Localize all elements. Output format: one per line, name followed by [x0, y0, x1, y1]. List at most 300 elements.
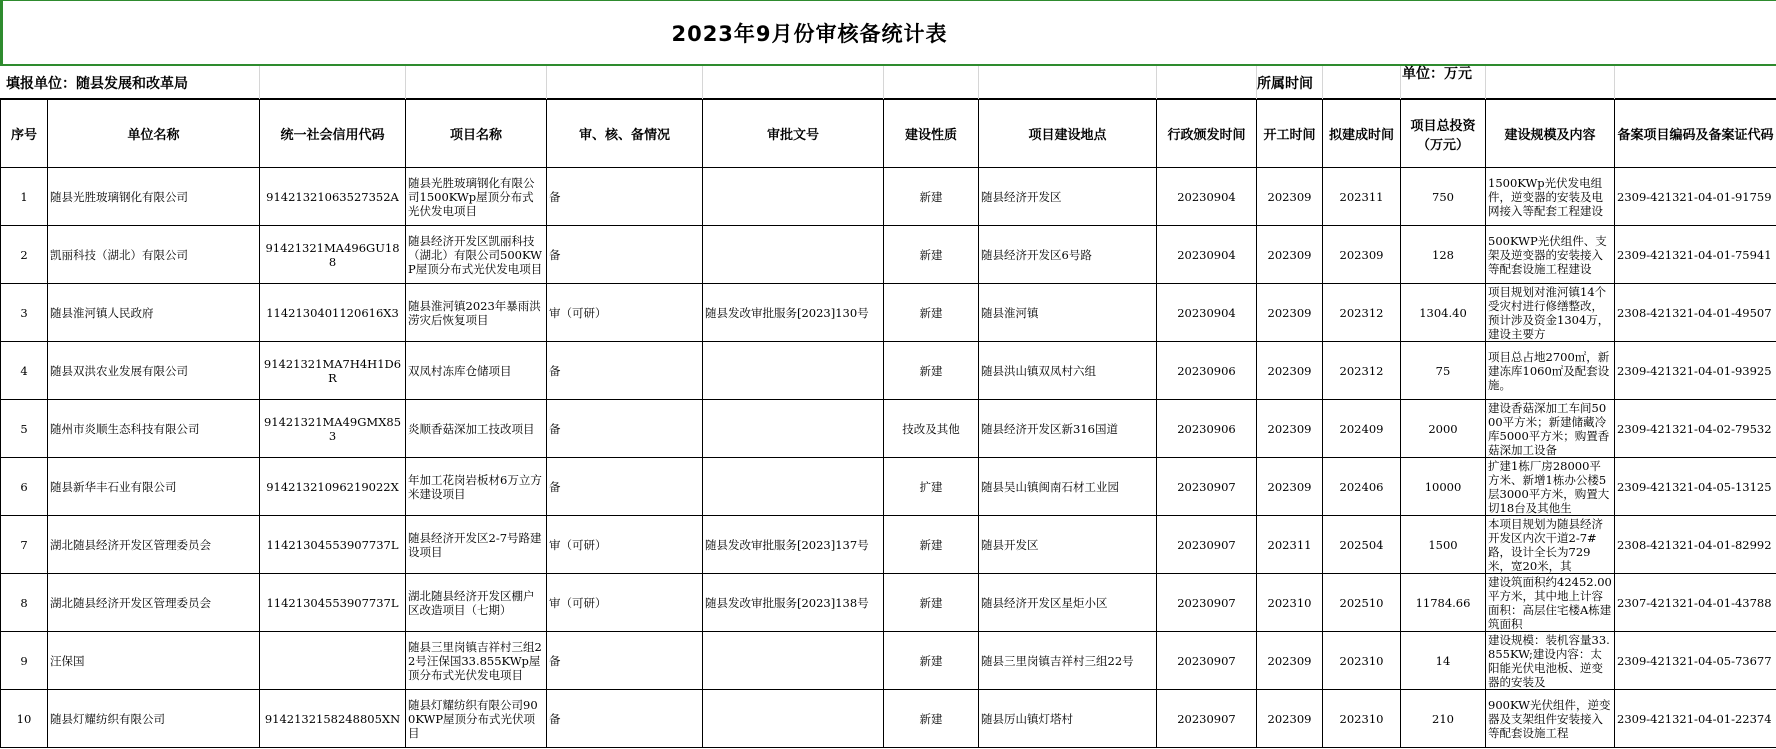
column-header-approval-doc[interactable]: 审批文号 [703, 100, 884, 168]
cell-text: 20230904 [1177, 305, 1236, 320]
cell-text: 202409 [1339, 421, 1384, 436]
cell-unit-name[interactable] [48, 342, 260, 400]
table-row[interactable] [1, 458, 1776, 516]
cell-text: 2309-421321-04-01-91759 [1617, 189, 1772, 204]
cell-text: 随县发改审批服务[2023]130号 [705, 305, 869, 320]
cell-text: 随县双洪农业发展有限公司 [50, 363, 188, 378]
cell-total-investment[interactable] [1401, 226, 1486, 284]
table-row[interactable] [1, 690, 1776, 748]
cell-text: 20230906 [1177, 363, 1236, 378]
cell-approval-doc[interactable] [703, 458, 884, 516]
cell-finish-date[interactable] [1323, 458, 1401, 516]
cell-text: 随县经济开发区星炬小区 [981, 595, 1108, 610]
cell-text: 11421304553907737L [266, 595, 399, 610]
cell-build-nature[interactable] [884, 690, 979, 748]
cell-build-nature[interactable] [884, 342, 979, 400]
cell-text: 202309 [1267, 479, 1312, 494]
cell-text: 75 [1435, 363, 1451, 378]
cell-credit-code[interactable] [260, 342, 406, 400]
cell-text: 新建 [919, 189, 943, 204]
table-row[interactable] [1, 516, 1776, 574]
cell-text: 2309-421321-04-01-22374 [1617, 711, 1772, 726]
cell-text: 5 [20, 421, 28, 436]
cell-total-investment[interactable] [1401, 458, 1486, 516]
cell-issue-date[interactable] [1157, 632, 1257, 690]
column-header-seq[interactable]: 序号 [1, 100, 48, 168]
cell-issue-date[interactable] [1157, 516, 1257, 574]
cell-text: 202309 [1267, 189, 1312, 204]
cell-text: 202309 [1339, 247, 1384, 262]
cell-text: 202309 [1267, 305, 1312, 320]
cell-project-name[interactable] [406, 400, 547, 458]
cell-issue-date[interactable] [1157, 400, 1257, 458]
column-header-build-nature[interactable]: 建设性质 [884, 100, 979, 168]
cell-location[interactable] [979, 342, 1157, 400]
cell-credit-code[interactable] [260, 226, 406, 284]
cell-text: 7 [20, 537, 28, 552]
cell-total-investment[interactable] [1401, 516, 1486, 574]
cell-seq[interactable] [1, 632, 48, 690]
cell-text: 备 [549, 363, 561, 378]
sheet-title-text: 2023年9月份审核备统计表 [671, 21, 948, 46]
cell-total-investment[interactable] [1401, 574, 1486, 632]
cell-text: 本项目规划为随县经济开发区内次干道2-7#路，设计全长为729米，宽20米，其 [1488, 516, 1603, 573]
cell-issue-date[interactable] [1157, 284, 1257, 342]
cell-text: 20230907 [1177, 537, 1236, 552]
cell-issue-date[interactable] [1157, 342, 1257, 400]
cell-text: 随县吴山镇闽南石材工业园 [981, 479, 1119, 494]
cell-approval-doc[interactable] [703, 226, 884, 284]
cell-build-nature[interactable] [884, 574, 979, 632]
cell-credit-code[interactable] [260, 458, 406, 516]
cell-approval-doc[interactable] [703, 516, 884, 574]
cell-text: 91421321096219022X [266, 479, 399, 494]
cell-unit-name[interactable] [48, 574, 260, 632]
cell-text: 2309-421321-04-05-73677 [1617, 653, 1772, 668]
cell-approval-type[interactable] [547, 690, 703, 748]
cell-unit-name[interactable] [48, 400, 260, 458]
cell-approval-type[interactable] [547, 458, 703, 516]
cell-record-code[interactable] [1615, 226, 1776, 284]
cell-text: 4 [20, 363, 28, 378]
cell-unit-name[interactable] [48, 168, 260, 226]
cell-project-name[interactable] [406, 574, 547, 632]
cell-text: 随县经济开发区6号路 [981, 247, 1092, 262]
cell-start-date[interactable] [1257, 168, 1323, 226]
cell-approval-type[interactable] [547, 632, 703, 690]
cell-approval-type[interactable] [547, 168, 703, 226]
column-header-location[interactable]: 项目建设地点 [979, 100, 1157, 168]
cell-text: 2309-421321-04-01-75941 [1617, 247, 1772, 262]
table-row[interactable] [1, 342, 1776, 400]
cell-approval-doc[interactable] [703, 342, 884, 400]
cell-scale-content[interactable] [1486, 574, 1615, 632]
cell-unit-name[interactable] [48, 690, 260, 748]
cell-approval-type[interactable] [547, 226, 703, 284]
cell-text: 8 [20, 595, 28, 610]
cell-text: 审（可研） [549, 305, 607, 320]
cell-record-code[interactable] [1615, 632, 1776, 690]
cell-project-name[interactable] [406, 690, 547, 748]
cell-issue-date[interactable] [1157, 168, 1257, 226]
cell-record-code[interactable] [1615, 400, 1776, 458]
cell-start-date[interactable] [1257, 574, 1323, 632]
cell-seq[interactable] [1, 284, 48, 342]
cell-build-nature[interactable] [884, 632, 979, 690]
cell-finish-date[interactable] [1323, 574, 1401, 632]
cell-scale-content[interactable] [1486, 458, 1615, 516]
cell-text: 202309 [1267, 421, 1312, 436]
cell-record-code[interactable] [1615, 168, 1776, 226]
cell-text: 湖北随县经济开发区棚户区改造项目（七期） [408, 588, 535, 617]
cell-text: 随县淮河镇人民政府 [50, 305, 154, 320]
cell-text: 随县开发区 [981, 537, 1039, 552]
cell-text: 年加工花岗岩板材6万立方米建设项目 [408, 472, 542, 501]
cell-seq[interactable] [1, 574, 48, 632]
cell-credit-code[interactable] [260, 574, 406, 632]
cell-text: 随县洪山镇双凤村六组 [981, 363, 1096, 378]
cell-text: 9 [20, 653, 28, 668]
cell-text: 2309-421321-04-01-93925 [1617, 363, 1772, 378]
cell-text: 750 [1432, 189, 1454, 204]
cell-record-code[interactable] [1615, 574, 1776, 632]
column-header-unit-name[interactable]: 单位名称 [48, 100, 260, 168]
cell-text: 202309 [1267, 363, 1312, 378]
cell-text: 20230904 [1177, 247, 1236, 262]
cell-text: 2309-421321-04-02-79532 [1617, 421, 1772, 436]
cell-unit-name[interactable] [48, 516, 260, 574]
period-label: 所属时间 [1257, 76, 1313, 92]
cell-credit-code[interactable] [260, 690, 406, 748]
cell-record-code[interactable] [1615, 284, 1776, 342]
cell-text: 1142130401120616X3 [266, 305, 399, 320]
cell-text: 随县灯耀纺织有限公司 [50, 711, 165, 726]
cell-text: 1142130455390773​7L [266, 537, 399, 552]
cell-text: 凯丽科技（湖北）有限公司 [50, 247, 188, 262]
table-row[interactable] [1, 226, 1776, 284]
cell-location[interactable] [979, 284, 1157, 342]
cell-start-date[interactable] [1257, 516, 1323, 574]
cell-location[interactable] [979, 632, 1157, 690]
column-header-approval-type[interactable]: 审、核、备情况 [547, 100, 703, 168]
cell-text: 项目规划对淮河镇14个受灾村进行修缮整改，预计涉及资金1304万，建设主要方 [1488, 284, 1610, 341]
cell-text: 900KW光伏组件，逆变器及支架组件安装接入等配套设施工程 [1488, 697, 1611, 740]
cell-text: 湖北随县经济开发区管理委员会 [50, 537, 211, 552]
table-row[interactable] [1, 168, 1776, 226]
cell-text: 6 [20, 479, 28, 494]
cell-seq[interactable] [1, 690, 48, 748]
cell-text: 新建 [919, 363, 943, 378]
cell-unit-name[interactable] [48, 284, 260, 342]
cell-start-date[interactable] [1257, 458, 1323, 516]
cell-text: 1 [20, 189, 28, 204]
cell-build-nature[interactable] [884, 458, 979, 516]
cell-text: 随县三里岗镇吉祥村三组22号汪保国33.855KWp屋顶分布式光伏发电项目 [408, 639, 542, 682]
stats-table [0, 99, 1776, 748]
column-header-finish-date[interactable]: 拟建成时间 [1323, 100, 1401, 168]
column-header-project-name[interactable]: 项目名称 [406, 100, 547, 168]
unit-label: 单位：万元 [1402, 66, 1472, 82]
cell-start-date[interactable] [1257, 690, 1323, 748]
cell-text: 炎顺香菇深加工技改项目 [408, 421, 535, 436]
cell-build-nature[interactable] [884, 168, 979, 226]
cell-text: 2 [20, 247, 28, 262]
cell-credit-code[interactable] [260, 400, 406, 458]
cell-text: 新建 [919, 711, 943, 726]
cell-text: 202310 [1339, 653, 1384, 668]
cell-start-date[interactable] [1257, 632, 1323, 690]
cell-text: 湖北随县经济开发区管理委员会 [50, 595, 211, 610]
cell-text: 10 [16, 711, 32, 726]
cell-approval-type[interactable] [547, 574, 703, 632]
cell-text: 91421321063527352A [266, 189, 399, 204]
cell-text: 10000 [1424, 479, 1462, 494]
cell-seq[interactable] [1, 168, 48, 226]
cell-approval-type[interactable] [547, 284, 703, 342]
cell-text: 随县经济开发区凯丽科技（湖北）有限公司500KWP屋顶分布式光伏发电项目 [408, 233, 543, 276]
cell-text: 91421321MA496GU188 [265, 240, 400, 269]
cell-scale-content[interactable] [1486, 632, 1615, 690]
cell-approval-doc[interactable] [703, 284, 884, 342]
cell-scale-content[interactable] [1486, 226, 1615, 284]
cell-text: 202309 [1267, 653, 1312, 668]
cell-scale-content[interactable] [1486, 516, 1615, 574]
cell-build-nature[interactable] [884, 226, 979, 284]
cell-text: 随县厉山镇灯塔村 [981, 711, 1073, 726]
cell-text: 11784.66 [1415, 595, 1471, 610]
cell-text: 备 [549, 711, 561, 726]
table-row[interactable] [1, 400, 1776, 458]
column-header-start-date[interactable]: 开工时间 [1257, 100, 1323, 168]
cell-project-name[interactable] [406, 168, 547, 226]
cell-text: 审（可研） [549, 595, 607, 610]
cell-build-nature[interactable] [884, 284, 979, 342]
cell-text: 随州市炎顺生态科技有限公司 [50, 421, 200, 436]
cell-location[interactable] [979, 168, 1157, 226]
table-body [1, 168, 1776, 748]
cell-text: 随县光胜玻璃钢化有限公司 [50, 189, 188, 204]
cell-start-date[interactable] [1257, 284, 1323, 342]
cell-project-name[interactable] [406, 458, 547, 516]
cell-text: 202311 [1267, 537, 1312, 552]
cell-text: 210 [1432, 711, 1454, 726]
cell-text: 建设筑面积约42452.00平方米，其中地上计容面积：高层住宅楼A栋建筑面积 [1488, 574, 1612, 631]
cell-text: 20230904 [1177, 189, 1236, 204]
cell-scale-content[interactable] [1486, 342, 1615, 400]
cell-project-name[interactable] [406, 284, 547, 342]
cell-seq[interactable] [1, 458, 48, 516]
cell-text: 14 [1435, 653, 1451, 668]
cell-text: 1304.40 [1419, 305, 1467, 320]
cell-credit-code[interactable] [260, 168, 406, 226]
cell-text: 202312 [1339, 305, 1384, 320]
cell-seq[interactable] [1, 342, 48, 400]
column-header-credit-code[interactable]: 统一社会信用代码 [260, 100, 406, 168]
cell-text: 2308-421321-04-01-49507 [1617, 305, 1772, 320]
cell-text: 扩建1栋厂房28000平方米、新增1栋办公楼5层3000平方米，购置大切18台及其他生 [1488, 458, 1610, 515]
cell-text: 1500KWp光伏发电组件，逆变器的安装及电网接入等配套工程建设 [1488, 175, 1603, 218]
cell-text: 汪保国 [50, 653, 85, 668]
cell-text: 202310 [1339, 711, 1384, 726]
cell-text: 扩建 [919, 479, 943, 494]
cell-project-name[interactable] [406, 342, 547, 400]
cell-text: 备 [549, 653, 561, 668]
cell-text: 20230907 [1177, 653, 1236, 668]
cell-record-code[interactable] [1615, 690, 1776, 748]
cell-finish-date[interactable] [1323, 284, 1401, 342]
cell-text: 1500 [1428, 537, 1458, 552]
cell-location[interactable] [979, 690, 1157, 748]
cell-text: 随县经济开发区2-7号路建设项目 [408, 530, 542, 559]
cell-text: 202310 [1267, 595, 1312, 610]
cell-text: 技改及其他 [902, 421, 960, 436]
cell-total-investment[interactable] [1401, 342, 1486, 400]
column-header-record-code[interactable]: 备案项目编码及备案证代码 [1615, 100, 1776, 168]
table-row[interactable] [1, 574, 1776, 632]
cell-total-investment[interactable] [1401, 168, 1486, 226]
cell-start-date[interactable] [1257, 342, 1323, 400]
cell-text: 备 [549, 247, 561, 262]
cell-scale-content[interactable] [1486, 168, 1615, 226]
cell-project-name[interactable] [406, 516, 547, 574]
cell-text: 20230907 [1177, 711, 1236, 726]
cell-text: 随县经济开发区 [981, 189, 1062, 204]
cell-text: 500KWP光伏组件、支架及逆变器的安装接入等配套设施工程建设 [1488, 233, 1607, 276]
cell-approval-doc[interactable] [703, 632, 884, 690]
cell-total-investment[interactable] [1401, 400, 1486, 458]
cell-credit-code[interactable] [260, 284, 406, 342]
cell-text: 202504 [1339, 537, 1384, 552]
cell-record-code[interactable] [1615, 342, 1776, 400]
cell-approval-type[interactable] [547, 342, 703, 400]
meta-row [0, 66, 1776, 99]
cell-text: 随县淮河镇2023年暴雨洪涝灾后恢复项目 [408, 298, 541, 327]
cell-issue-date[interactable] [1157, 574, 1257, 632]
cell-approval-type[interactable] [547, 516, 703, 574]
cell-text: 随县发改审批服务[2023]138号 [705, 595, 869, 610]
cell-build-nature[interactable] [884, 400, 979, 458]
cell-project-name[interactable] [406, 632, 547, 690]
cell-credit-code[interactable] [260, 632, 406, 690]
cell-approval-type[interactable] [547, 400, 703, 458]
cell-credit-code[interactable] [260, 516, 406, 574]
cell-text: 20230907 [1177, 479, 1236, 494]
cell-record-code[interactable] [1615, 516, 1776, 574]
cell-text: 202309 [1267, 711, 1312, 726]
cell-text: 随县三里岗镇吉祥村三组22号 [981, 653, 1134, 668]
cell-start-date[interactable] [1257, 226, 1323, 284]
cell-text: 91421321MA7H4H1D6R [263, 356, 402, 385]
cell-scale-content[interactable] [1486, 690, 1615, 748]
cell-finish-date[interactable] [1323, 342, 1401, 400]
cell-text: 2307-421321-04-01-43788 [1617, 595, 1772, 610]
cell-seq[interactable] [1, 516, 48, 574]
cell-issue-date[interactable] [1157, 226, 1257, 284]
cell-total-investment[interactable] [1401, 690, 1486, 748]
column-header-total-investment[interactable]: 项目总投资（万元） [1401, 100, 1486, 168]
cell-text: 新建 [919, 595, 943, 610]
cell-total-investment[interactable] [1401, 632, 1486, 690]
cell-start-date[interactable] [1257, 400, 1323, 458]
cell-location[interactable] [979, 574, 1157, 632]
cell-text: 双凤村冻库仓储项目 [408, 363, 512, 378]
cell-approval-doc[interactable] [703, 168, 884, 226]
cell-text: 202406 [1339, 479, 1384, 494]
cell-finish-date[interactable] [1323, 632, 1401, 690]
cell-text: 备 [549, 189, 561, 204]
cell-unit-name[interactable] [48, 226, 260, 284]
cell-finish-date[interactable] [1323, 516, 1401, 574]
cell-seq[interactable] [1, 400, 48, 458]
cell-record-code[interactable] [1615, 458, 1776, 516]
cell-text: 20230906 [1177, 421, 1236, 436]
column-header-issue-date[interactable]: 行政颁发时间 [1157, 100, 1257, 168]
cell-text: 随县灯耀纺织有限公司900KWP屋顶分布式光伏项目 [408, 697, 538, 740]
cell-text: 备 [549, 479, 561, 494]
cell-text: 202311 [1339, 189, 1384, 204]
cell-text: 91421321582488​05XN [264, 711, 401, 726]
table-row[interactable] [1, 632, 1776, 690]
cell-text: 新建 [919, 305, 943, 320]
cell-total-investment[interactable] [1401, 284, 1486, 342]
cell-text: 审（可研） [549, 537, 607, 552]
cell-finish-date[interactable] [1323, 400, 1401, 458]
cell-text: 随县新华丰石业有限公司 [50, 479, 177, 494]
cell-text: 新建 [919, 653, 943, 668]
cell-scale-content[interactable] [1486, 284, 1615, 342]
table-row[interactable] [1, 284, 1776, 342]
cell-text: 202312 [1339, 363, 1384, 378]
cell-text: 新建 [919, 247, 943, 262]
cell-text: 2308-421321-04-01-82992 [1617, 537, 1772, 552]
cell-seq[interactable] [1, 226, 48, 284]
cell-finish-date[interactable] [1323, 168, 1401, 226]
cell-text: 91421321MA49GMX853 [263, 414, 402, 443]
cell-location[interactable] [979, 458, 1157, 516]
cell-text: 新建 [919, 537, 943, 552]
cell-text: 128 [1432, 247, 1454, 262]
cell-issue-date[interactable] [1157, 690, 1257, 748]
cell-approval-doc[interactable] [703, 400, 884, 458]
cell-text: 建设香菇深加工车间5000平方米；新建储藏冷库5000平方米；购置香菇深加工设备 [1488, 400, 1610, 457]
cell-text: 随县光胜玻璃钢化有限公司1500KWp屋顶分布式光伏发电项目 [408, 175, 535, 218]
cell-text: 随县发改审批服务[2023]137号 [705, 537, 869, 552]
cell-text: 202510 [1339, 595, 1384, 610]
cell-project-name[interactable] [406, 226, 547, 284]
cell-approval-doc[interactable] [703, 690, 884, 748]
cell-text: 建设规模：装机容量33.855KW;建设内容：太阳能光伏电池板、逆变器的安装及 [1488, 632, 1610, 689]
cell-finish-date[interactable] [1323, 226, 1401, 284]
column-header-scale-content[interactable]: 建设规模及内容 [1486, 100, 1615, 168]
cell-build-nature[interactable] [884, 516, 979, 574]
header-row [1, 100, 1776, 168]
reporting-unit: 填报单位：随县发展和改革局 [6, 76, 188, 92]
cell-unit-name[interactable] [48, 632, 260, 690]
cell-text: 2000 [1428, 421, 1458, 436]
cell-location[interactable] [979, 516, 1157, 574]
cell-text: 202309 [1267, 247, 1312, 262]
cell-unit-name[interactable] [48, 458, 260, 516]
cell-text: 备 [549, 421, 561, 436]
cell-issue-date[interactable] [1157, 458, 1257, 516]
cell-location[interactable] [979, 400, 1157, 458]
sheet-title [0, 0, 1776, 66]
cell-text: 随县淮河镇 [981, 305, 1039, 320]
cell-scale-content[interactable] [1486, 400, 1615, 458]
cell-approval-doc[interactable] [703, 574, 884, 632]
cell-finish-date[interactable] [1323, 690, 1401, 748]
cell-location[interactable] [979, 226, 1157, 284]
